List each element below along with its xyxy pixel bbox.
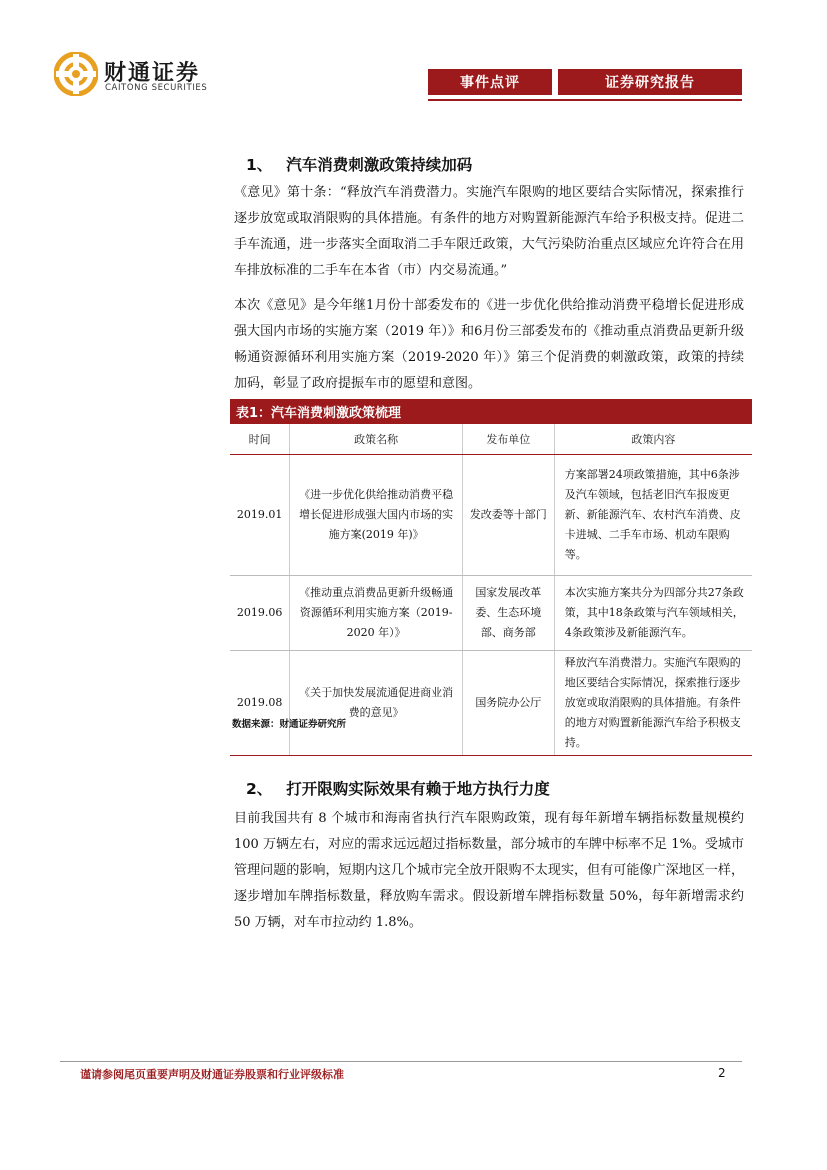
cell-issuer: 发改委等十部门 xyxy=(462,455,554,576)
cell-policy-content: 方案部署24项政策措施，其中6条涉及汽车领域，包括老旧汽车报废更新、新能源汽车、农村汽车消费、皮卡进城、二手车市场、机动车限购等。 xyxy=(554,455,752,576)
header-tabs xyxy=(428,69,742,95)
section-2-number: 2、 xyxy=(246,780,273,798)
paragraph-text: 《意见》第十条：“释放汽车消费潜力。实施汽车限购的地区要结合实际情况，探索推行逐步放宽或取消限购的具体措施。有条件的地方对购置新能源汽车给予积极支持。促进二手车流通，进一步落实全面取消二手车限迁政策，大气污染防治重点区域应允许符合在用车排放标准的二手车在本省（市）内交易流通。” xyxy=(234,185,744,278)
table-source-note: 数据来源：财通证券研究所 xyxy=(232,719,347,730)
policy-table xyxy=(230,424,752,756)
header-divider xyxy=(428,99,742,101)
section-2-title: 打开限购实际效果有赖于地方执行力度 xyxy=(286,780,550,798)
footer-divider xyxy=(60,1061,742,1062)
table-row xyxy=(230,576,752,651)
section-1-heading xyxy=(246,153,472,175)
header-issuer: 发布单位 xyxy=(462,424,554,455)
cell-time: 2019.06 xyxy=(230,576,290,651)
section-1-paragraph-1 xyxy=(234,180,744,284)
section-1-title: 汽车消费刺激政策持续加码 xyxy=(286,156,473,174)
header-policy-name: 政策名称 xyxy=(290,424,463,455)
cell-policy-name: 《关于加快发展流通促进商业消费的意见》 xyxy=(290,651,463,756)
cell-policy-content: 本次实施方案共分为四部分共27条政策，其中18条政策与汽车领域相关，4条政策涉及新能源汽车。 xyxy=(554,576,752,651)
cell-time: 2019.08 xyxy=(230,651,290,756)
cell-policy-name: 《进一步优化供给推动消费平稳增长促进形成强大国内市场的实施方案(2019 年)》 xyxy=(290,455,463,576)
caitong-logo-icon xyxy=(54,52,98,96)
section-2-heading xyxy=(246,777,550,799)
cell-policy-name: 《推动重点消费品更新升级畅通资源循环利用实施方案（2019-2020 年）》 xyxy=(290,576,463,651)
table-header-row xyxy=(230,424,752,455)
page-number: 2 xyxy=(718,1066,726,1080)
table-row xyxy=(230,455,752,576)
cell-issuer: 国务院办公厅 xyxy=(462,651,554,756)
section-1-number: 1、 xyxy=(246,156,273,174)
section-1-paragraph-2 xyxy=(234,293,744,397)
header-policy-content: 政策内容 xyxy=(554,424,752,455)
tab-event-review: 事件点评 xyxy=(428,69,552,95)
logo-english-name: CAITONG SECURITIES xyxy=(105,83,208,93)
cell-issuer: 国家发展改革委、生态环境部、商务部 xyxy=(462,576,554,651)
table-title: 表1：汽车消费刺激政策梳理 xyxy=(230,399,752,424)
footer-disclaimer: 谨请参阅尾页重要声明及财通证券股票和行业评级标准 xyxy=(80,1068,344,1081)
section-2-paragraph xyxy=(234,806,744,936)
cell-time: 2019.01 xyxy=(230,455,290,576)
paragraph-text: 本次《意见》是今年继1月份十部委发布的《进一步优化供给推动消费平稳增长促进形成强大国内市场的实施方案（2019 年）》和6月份三部委发布的《推动重点消费品更新升级 畅通资源循环利用实施方案（2019-2020 年）》第三个促消费的刺激政策，政策的持续加码，彰显了政府提振车市的愿望和意图。 xyxy=(234,298,744,391)
paragraph-text: 目前我国共有 8 个城市和海南省执行汽车限购政策，现有每年新增车辆指标数量规模约 100 万辆左右，对应的需求远远超过指标数量，部分城市的车牌中标率不足 1%。受城市管理问题的影响，短期内这几个城市完全放开限购不太现实，但有可能像广深地区一样，逐步增加车牌指标数量，释放购车需求。假设新增车牌指标数量 50%，每年新增需求约 50 万辆，对车市拉动约 1.8%。 xyxy=(234,811,744,930)
logo-chinese-name: 财通证券 xyxy=(104,61,201,86)
company-logo xyxy=(54,52,224,96)
tab-research-report: 证券研究报告 xyxy=(558,69,742,95)
cell-policy-content: 释放汽车消费潜力。实施汽车限购的地区要结合实际情况，探索推行逐步放宽或取消限购的具体措施。有条件的地方对购置新能源汽车给予积极支持。 xyxy=(554,651,752,756)
header-time: 时间 xyxy=(230,424,290,455)
table-row xyxy=(230,651,752,756)
